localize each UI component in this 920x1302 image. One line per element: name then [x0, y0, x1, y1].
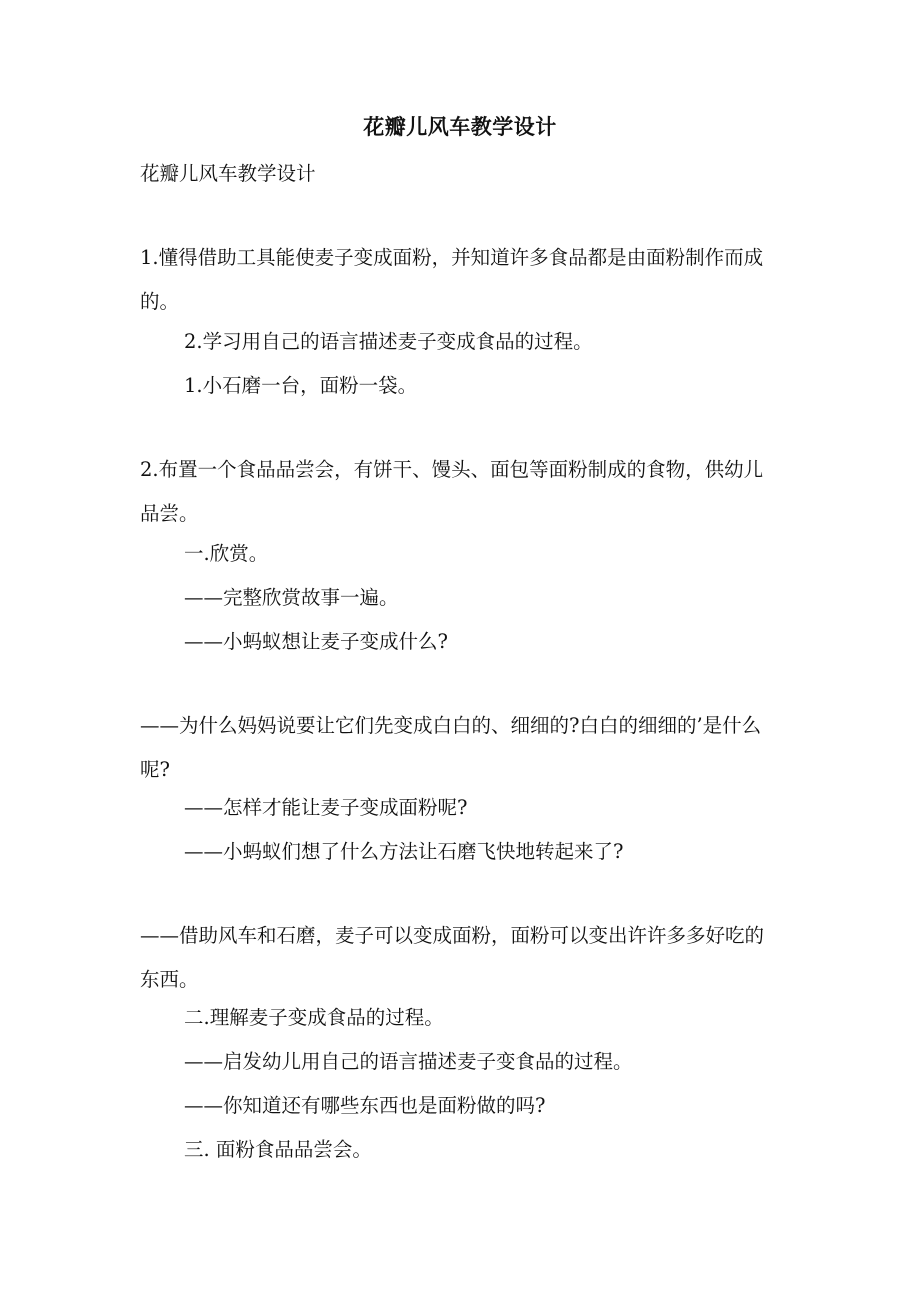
section-heading-2: 二.理解麦子变成食品的过程。: [184, 1006, 444, 1029]
summary-paragraph: ——借助风车和石磨，麦子可以变成面粉，面粉可以变出许许多多好吃的东西。: [140, 924, 765, 991]
document-subtitle: 花瓣儿风车教学设计: [140, 162, 316, 185]
question-item: ——为什么妈妈说要让它们先变成白白的、细细的?白白的细细的’是什么呢?: [140, 714, 762, 781]
section-heading-1: 一.欣赏。: [184, 542, 269, 565]
paragraph-objective-2: 2.学习用自己的语言描述麦子变成食品的过程。: [184, 330, 593, 353]
section-heading-3: 三. 面粉食品品尝会。: [184, 1138, 372, 1161]
question-item: ——你知道还有哪些东西也是面粉做的吗?: [184, 1094, 546, 1117]
paragraph-material-1: 1.小石磨一台，面粉一袋。: [184, 374, 418, 397]
question-item: ——小蚂蚁们想了什么方法让石磨飞快地转起来了?: [184, 840, 624, 863]
question-item: ——启发幼儿用自己的语言描述麦子变食品的过程。: [184, 1050, 633, 1073]
question-item: ——怎样才能让麦子变成面粉呢?: [184, 796, 468, 819]
document-title: 花瓣儿风车教学设计: [363, 114, 557, 139]
paragraph-objective-1: 1.懂得借助工具能使麦子变成面粉，并知道许多食品都是由面粉制作而成的。: [140, 246, 764, 313]
question-item: ——小蚂蚁想让麦子变成什么?: [184, 630, 448, 653]
paragraph-material-2: 2.布置一个食品品尝会，有饼干、馒头、面包等面粉制成的食物，供幼儿品尝。: [140, 458, 764, 525]
question-item: ——完整欣赏故事一遍。: [184, 586, 399, 609]
